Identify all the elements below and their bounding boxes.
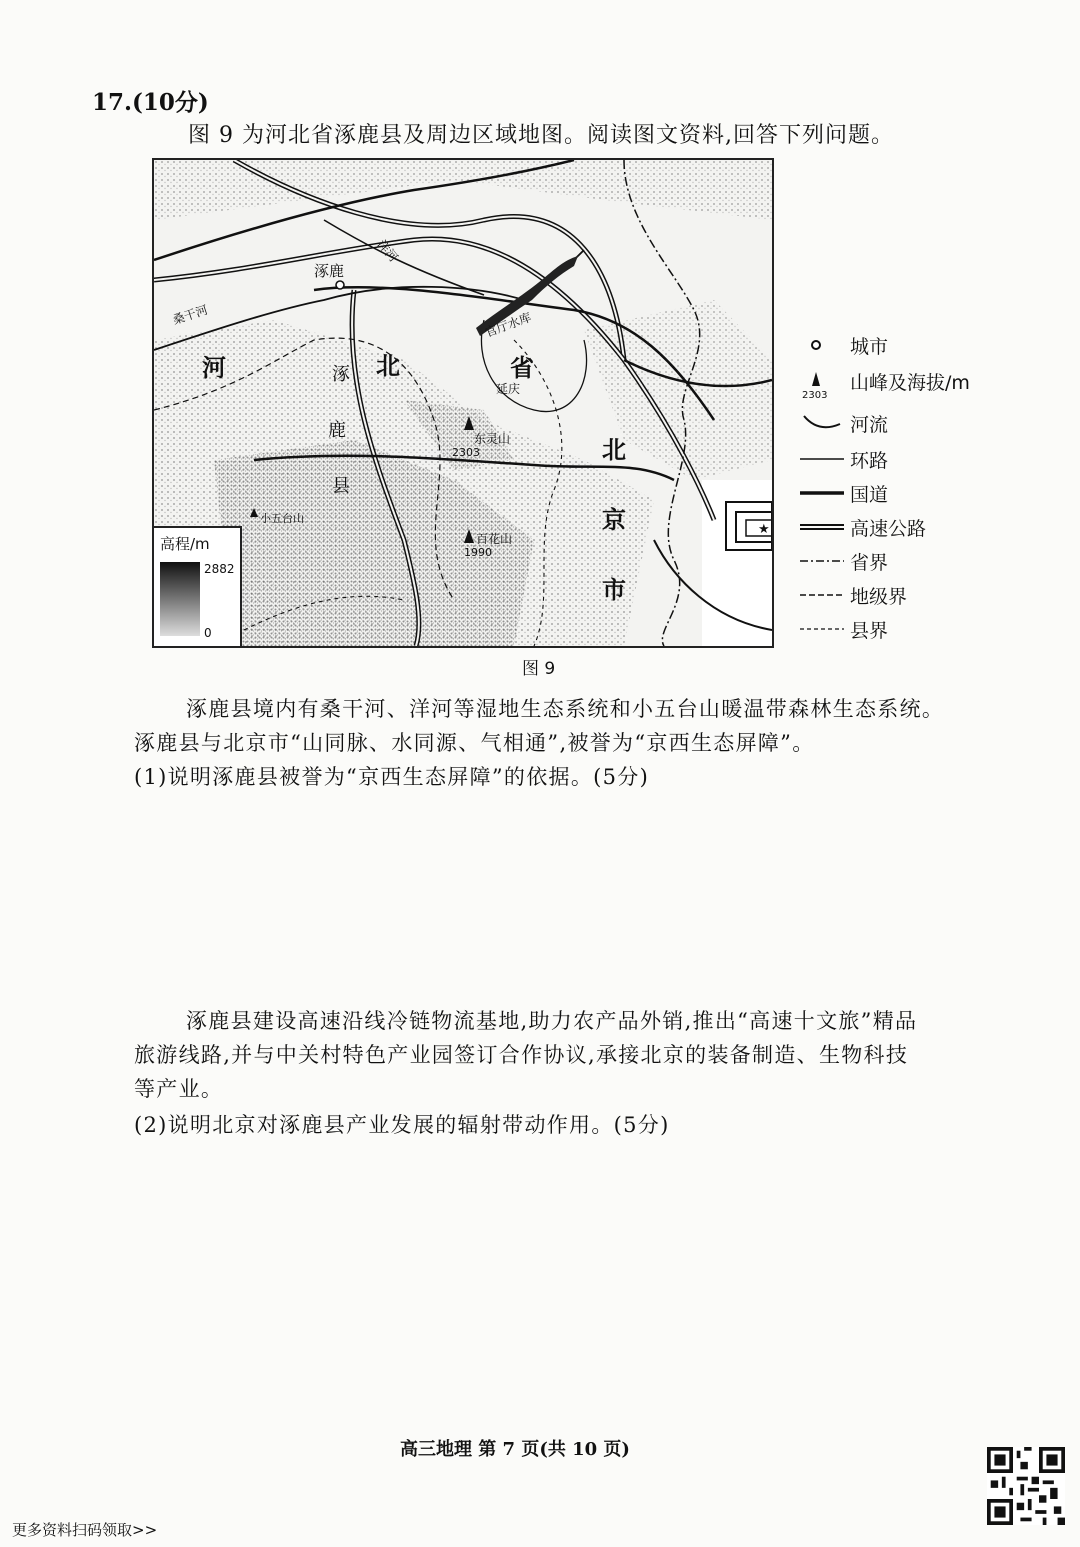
map-label-dongling-peak: 东灵山 <box>474 432 511 446</box>
map-label-beijing-shi: 市 <box>602 575 626 604</box>
qr-code-icon[interactable] <box>987 1447 1065 1525</box>
highway-icon <box>800 512 846 542</box>
map-label-dongling-height: 2303 <box>452 446 480 459</box>
ring-road-icon <box>800 444 846 474</box>
map-label-hebei-bei: 北 <box>376 351 400 380</box>
legend-item: 高速公路 <box>800 512 1000 542</box>
county-border-icon <box>800 614 846 644</box>
legend-item: 省界 <box>800 546 1000 576</box>
question-1: (1)说明涿鹿县被誉为“京西生态屏障”的依据。(5分) <box>134 765 650 789</box>
map-drawing <box>154 160 772 646</box>
question-number: 17.(10分) <box>92 89 209 116</box>
legend-item: 2303 山峰及海拔/m <box>800 366 1000 406</box>
map-label-beijing-bei: 北 <box>602 435 626 464</box>
material2-line2: 旅游线路,并与中关村特色产业园签订合作协议,承接北京的装备制造、生物科技 <box>134 1043 909 1067</box>
elevation-gradient <box>160 562 200 636</box>
legend-item: 河流 <box>800 408 1000 438</box>
map-label-county-lu: 鹿 <box>328 420 346 441</box>
river-icon <box>800 408 846 438</box>
material1-line1: 涿鹿县境内有桑干河、洋河等湿地生态系统和小五台山暖温带森林生态系统。 <box>186 697 945 721</box>
svg-text:★: ★ <box>758 522 770 537</box>
legend-item: 国道 <box>800 478 1000 508</box>
elevation-legend-min: 0 <box>204 626 212 640</box>
map-figure <box>152 158 774 648</box>
elevation-legend-title: 高程/m <box>160 535 210 553</box>
map-label-county-xian: 县 <box>332 476 350 497</box>
legend-item: 环路 <box>800 444 1000 474</box>
map-label-xiaowutai-peak: 小五台山 <box>260 512 304 525</box>
question-2: (2)说明北京对涿鹿县产业发展的辐射带动作用。(5分) <box>134 1113 670 1137</box>
map-label-zhuolu: 涿鹿 <box>314 262 345 280</box>
map-label-county-zhuo: 涿 <box>332 364 350 385</box>
map-label-hebei-he: 河 <box>202 353 226 382</box>
map-label-baihua-peak: 百花山 <box>476 532 513 546</box>
province-border-icon <box>800 546 846 576</box>
page-footer: 高三地理 第 7 页(共 10 页) <box>400 1439 630 1460</box>
map-label-guanting-reservoir: 官厅水库 <box>483 310 534 340</box>
map-label-yanqing: 延庆 <box>496 382 521 396</box>
map-label-hebei-sheng: 省 <box>510 353 534 382</box>
more-info-link[interactable]: 更多资料扫码领取>> <box>12 1521 158 1539</box>
question-intro: 图 9 为河北省涿鹿县及周边区域地图。阅读图文资料,回答下列问题。 <box>188 123 894 148</box>
figure-caption: 图 9 <box>522 659 556 679</box>
legend-item: 地级界 <box>800 580 1000 610</box>
map-label-beijing-jing: 京 <box>602 505 626 534</box>
elevation-legend <box>154 526 242 648</box>
material2-line3: 等产业。 <box>134 1077 224 1101</box>
legend-item: 城市 <box>800 330 1000 360</box>
map-label-yang-river: 洋河 <box>374 237 401 265</box>
material1-line2: 涿鹿县与北京市“山同脉、水同源、气相通”,被誉为“京西生态屏障”。 <box>134 731 815 755</box>
prefecture-border-icon <box>800 580 846 610</box>
map-label-baihua-height: 1990 <box>464 546 492 559</box>
national-road-icon <box>800 478 846 508</box>
material2-line1: 涿鹿县建设高速沿线冷链物流基地,助力农产品外销,推出“高速十文旅”精品 <box>186 1009 918 1033</box>
elevation-legend-max: 2882 <box>204 562 235 576</box>
legend-item: 县界 <box>800 614 1000 644</box>
city-icon <box>800 330 846 360</box>
map-label-sanggan-river: 桑干河 <box>170 302 210 328</box>
